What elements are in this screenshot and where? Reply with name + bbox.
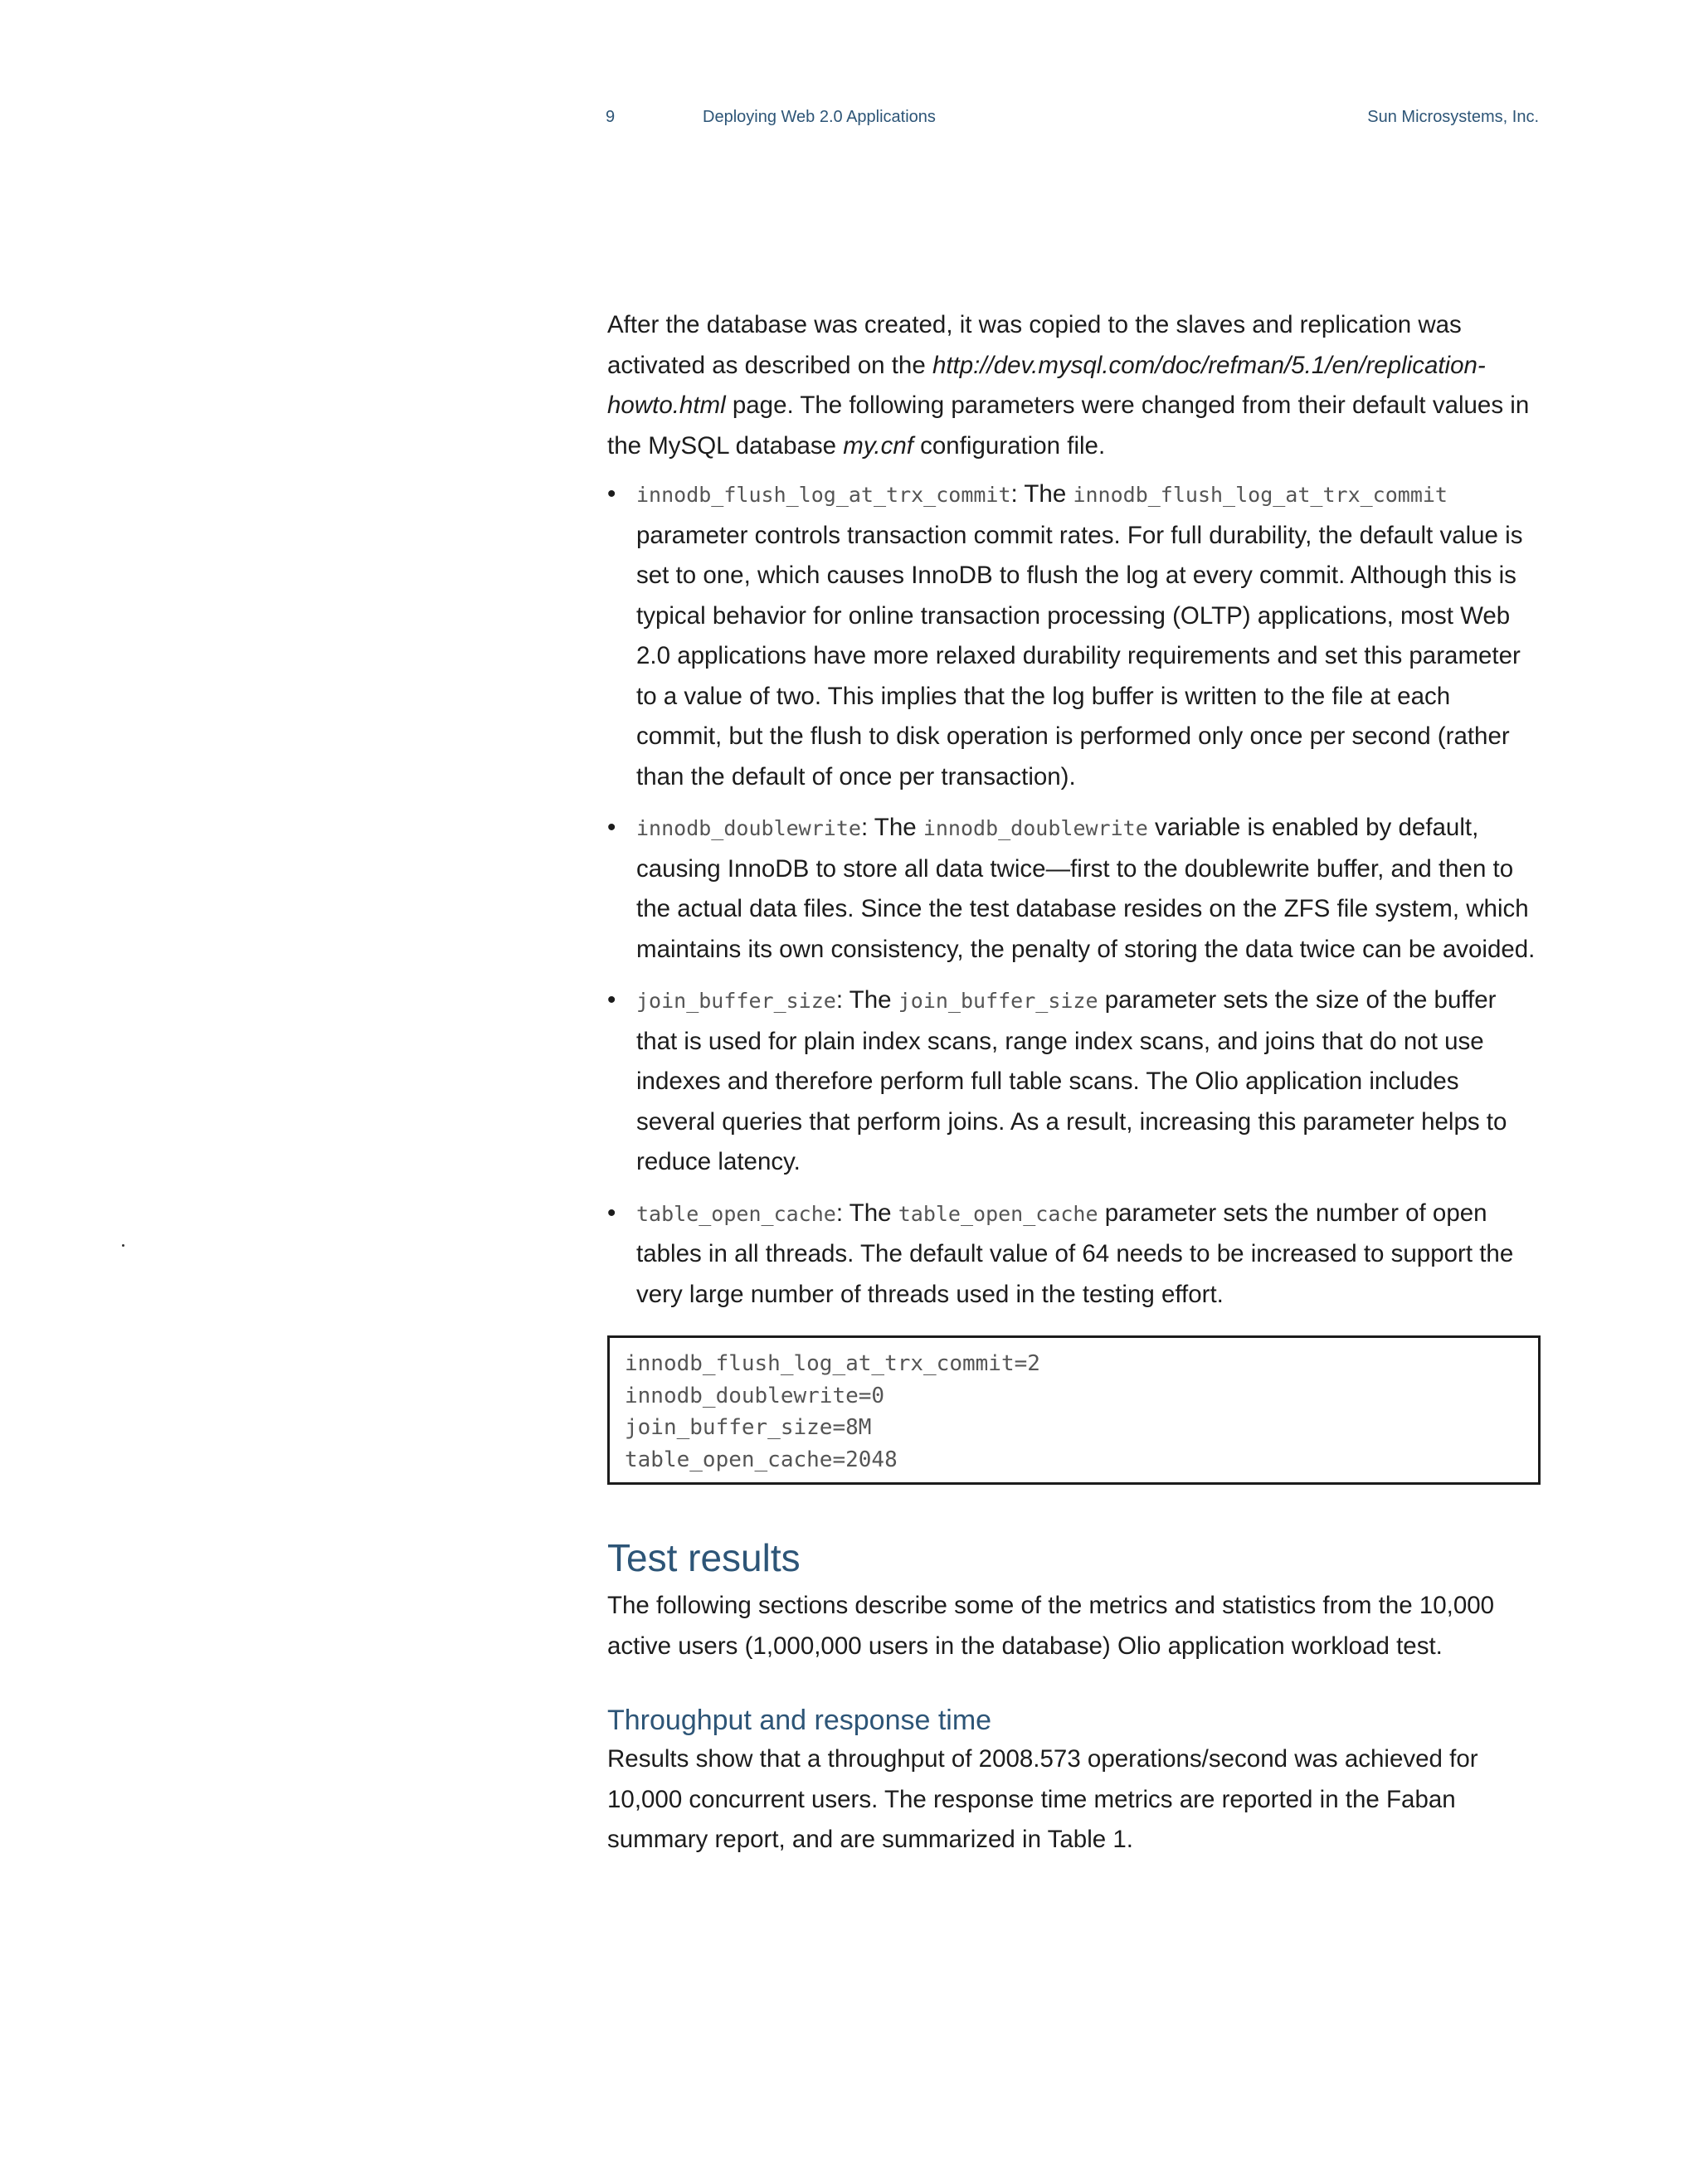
config-code-block (607, 1335, 1541, 1485)
code-line: join_buffer_size=8M (625, 1415, 872, 1440)
bullet-icon: • (607, 986, 616, 1014)
stray-dot-mark (122, 1244, 124, 1247)
param-description: variable is enabled by default, causing InnoDB to store all data twice—first to the doublewrite buffer, and then to the actual data files. Since the test database resides on the ZFS file system, which maintains its own consistency, the penalty of storing the data twice can be avoided. (636, 814, 1536, 963)
list-item: • join_buffer_size: The join_buffer_size parameter sets the size of the buffer that is used for plain index scans, range index scans, and joins that do not use indexes and therefore perform full table scans. The Olio application includes several queries that perform joins. As a result, increasing this parameter helps to reduce latency. (607, 980, 1541, 1183)
page-content (607, 305, 1541, 1861)
param-name: join_buffer_size (898, 989, 1098, 1013)
document-title: Deploying Web 2.0 Applications (703, 108, 936, 126)
param-name: innodb_doublewrite (636, 816, 861, 840)
param-name: innodb_flush_log_at_trx_commit (636, 483, 1011, 507)
bullet-icon: • (607, 480, 616, 508)
param-description: parameter sets the number of open tables in all threads. The default value of 64 needs to be increased to support the very large number of threads used in the testing effort. (636, 1199, 1514, 1308)
param-description: parameter controls transaction commit rates. For full durability, the default value is set to one, which causes InnoDB to flush the log at every commit. Although this is typical behavior for online transaction processing (OLTP) applications, most Web 2.0 applications have more relaxed durability requirements and set this parameter to a value of two. This implies that the log buffer is written to the file at each commit, but the flush to disk operation is performed only once per second (rather than the default of once per transaction). (636, 521, 1523, 790)
param-description: parameter sets the size of the buffer that is used for plain index scans, range index scans, and joins that do not use indexes and therefore perform full table scans. The Olio application includes several queries that perform joins. As a result, increasing this parameter helps to reduce latency. (636, 986, 1507, 1175)
page-number: 9 (606, 108, 616, 126)
param-name: innodb_doublewrite (923, 816, 1148, 840)
param-name: innodb_flush_log_at_trx_commit (1073, 483, 1448, 507)
param-name: table_open_cache (898, 1201, 1098, 1226)
code-line: table_open_cache=2048 (625, 1447, 898, 1472)
test-results-heading: Test results (607, 1536, 801, 1579)
bullet-icon: • (607, 1199, 616, 1227)
list-item: • table_open_cache: The table_open_cache parameter sets the number of open tables in all threads. The default value of 64 needs to be increased to support the very large number of threads used in the testing effort. (607, 1194, 1541, 1316)
list-item: • innodb_doublewrite: The innodb_doublewrite variable is enabled by default, causing InnoDB to store all data twice—first to the doublewrite buffer, and then to the actual data files. Since the test database resides on the ZFS file system, which maintains its own consistency, the penalty of storing the data twice can be avoided. (607, 808, 1541, 970)
code-line: innodb_doublewrite=0 (625, 1383, 885, 1408)
config-filename: my.cnf (843, 431, 913, 460)
throughput-heading: Throughput and response time (607, 1705, 992, 1736)
throughput-paragraph: Results show that a throughput of 2008.573 operations/second was achieved for 10,000 concurrent users. The response time metrics are reported in the Faban summary report, and are summarized in Table 1. (607, 1745, 1478, 1853)
code-line: innodb_flush_log_at_trx_commit=2 (625, 1351, 1040, 1376)
bullet-icon: • (607, 814, 616, 841)
list-item: • innodb_flush_log_at_trx_commit: The innodb_flush_log_at_trx_commit parameter controls transaction commit rates. For full durability, the default value is set to one, which causes InnoDB to flush the log at every commit. Although this is typical behavior for online transaction processing (OLTP) applications, most Web 2.0 applications have more relaxed durability requirements and set this parameter to a value of two. This implies that the log buffer is written to the file at each commit, but the flush to disk operation is performed only once per second (rather than the default of once per transaction). (607, 474, 1541, 797)
running-header (606, 108, 1539, 133)
intro-paragraph: After the database was created, it was copied to the slaves and replication was activated as described on the http://dev.mysql.com/doc/refman/5.1/en/replication-howto.html page. The following parameters were changed from their default values in the MySQL database my.cnf configuration file. (607, 311, 1530, 460)
param-name: table_open_cache (636, 1201, 836, 1226)
test-results-paragraph: The following sections describe some of the metrics and statistics from the 10,000 active users (1,000,000 users in the database) Olio application workload test. (607, 1592, 1495, 1660)
replication-howto-link: http://dev.mysql.com/doc/refman/5.1/en/replication-howto.html (607, 351, 1486, 419)
parameter-list (607, 474, 1541, 1315)
param-name: join_buffer_size (636, 989, 836, 1013)
company-name: Sun Microsystems, Inc. (1367, 108, 1539, 126)
